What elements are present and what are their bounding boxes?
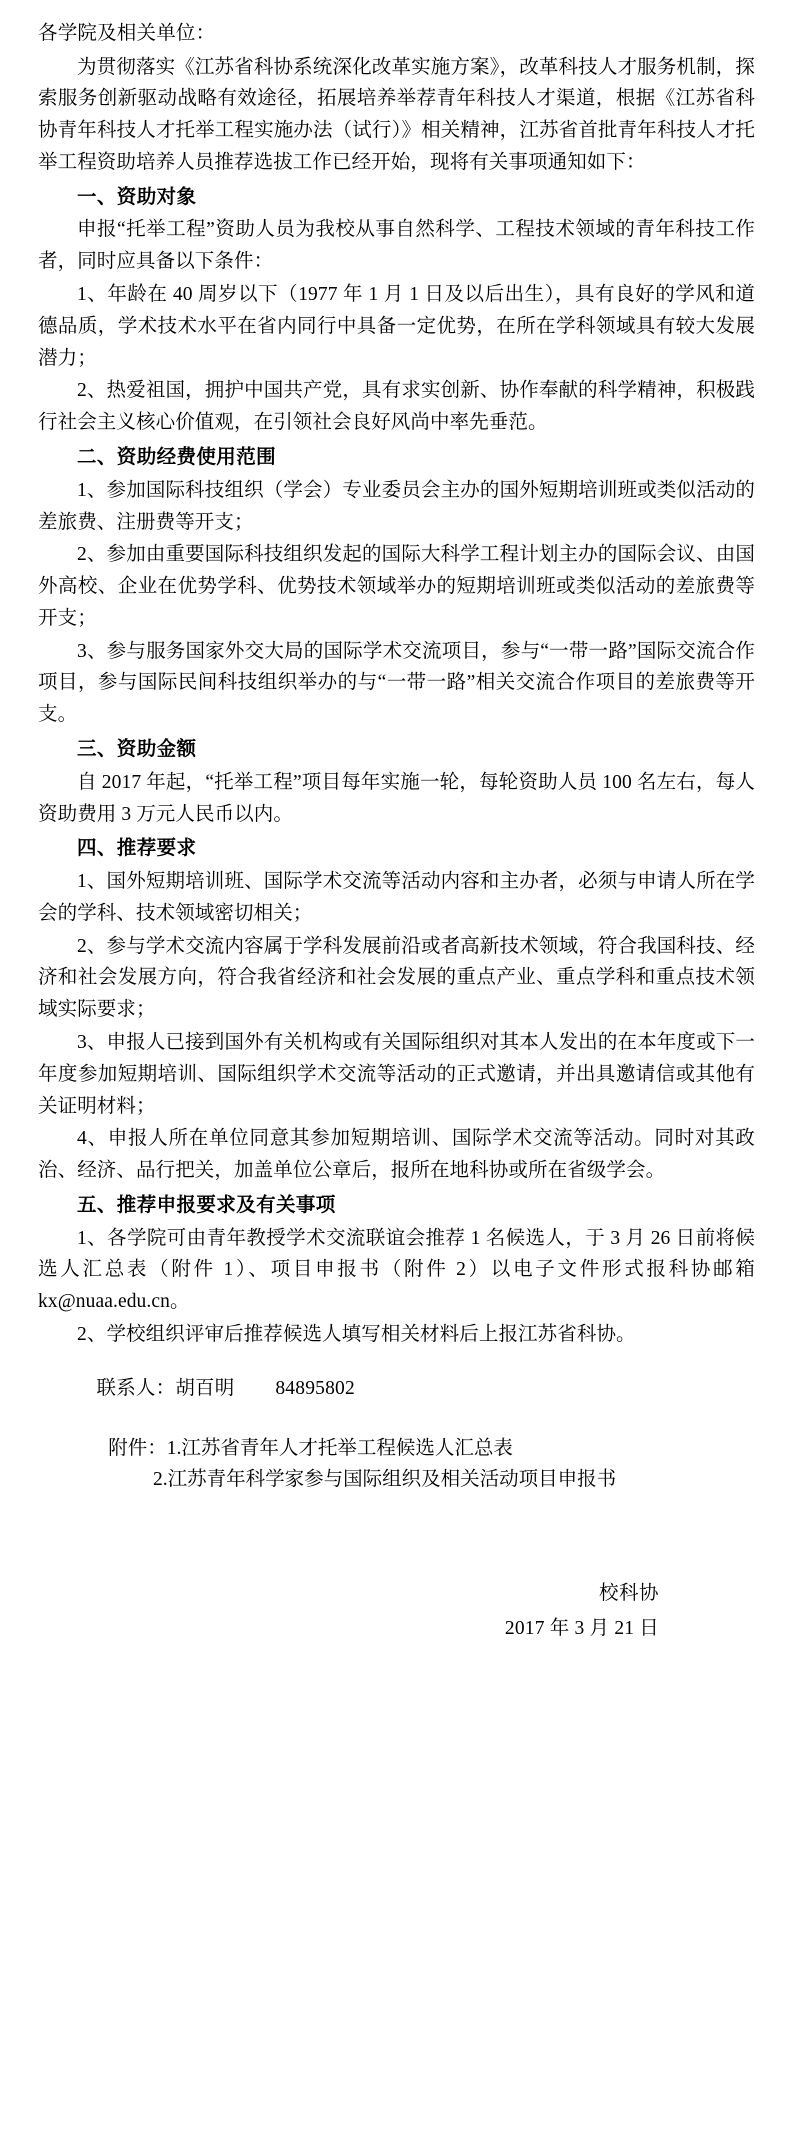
section-3-paragraph-1: 自 2017 年起，“托举工程”项目每年实施一轮，每轮资助人员 100 名左右，每人资助费用 3 万元人民币以内。 [38,771,755,825]
section-2-paragraph-3: 3、参与服务国家外交大局的国际学术交流项目，参与“一带一路”国际交流合作项目，参与国际民间科技组织举办的与“一带一路”相关交流合作项目的差旅费等开支。 [38,640,755,726]
contact-label: 联系人： [96,1377,176,1399]
section-1-paragraph-1: 申报“托举工程”资助人员为我校从事自然科学、工程技术领域的青年科技工作者，同时应具备以下条件： [38,219,755,273]
intro-paragraph: 为贯彻落实《江苏省科协系统深化改革实施方案》，改革科技人才服务机制，探索服务创新驱动战略有效途径，拓展培养举荐青年科技人才渠道，根据《江苏省科协青年科技人才托举工程实施办法（试行）》相关精神，江苏省首批青年科技人才托举工程资助培养人员推荐选拔工作已经开始，现将有关事项通知如下： [38,56,755,173]
attachments-block [38,1433,755,1496]
contact-name: 胡百明 [175,1377,235,1399]
section-heading-2: 二、资助经费使用范围 [77,446,277,468]
attachments-label: 附件： [108,1437,167,1459]
signature-block [38,1576,755,1646]
attachment-line-1 [38,1433,755,1465]
contact-phone: 84895802 [275,1377,355,1399]
section-5-paragraph-1: 1、各学院可由青年教授学术交流联谊会推荐 1 名候选人，于 3 月 26 日前将候选人汇总表（附件 1）、项目申报书（附件 2）以电子文件形式报科协邮箱 kx@nuaa.edu.cn。 [38,1227,755,1313]
section-1-paragraph-2: 1、年龄在 40 周岁以下（1977 年 1 月 1 日及以后出生），具有良好的学风和道德品质，学术技术水平在省内同行中具备一定优势，在所在学科领域具有较大发展潜力； [38,284,755,369]
section-4-paragraph-2: 2、参与学术交流内容属于学科发展前沿或者高新技术领域，符合我国科技、经济和社会发展方向，符合我省经济和社会发展的重点产业、重点学科和重点技术领域实际要求； [38,935,755,1021]
section-heading-5: 五、推荐申报要求及有关事项 [77,1194,336,1216]
section-2-paragraph-1: 1、参加国际科技组织（学会）专业委员会主办的国外短期培训班或类似活动的差旅费、注册费等开支； [38,479,755,533]
attachment-line-2 [38,1464,755,1496]
section-1-paragraph-3: 2、热爱祖国，拥护中国共产党，具有求实创新、协作奉献的科学精神，积极践行社会主义核心价值观，在引领社会良好风尚中率先垂范。 [38,380,755,434]
section-4-paragraph-4: 4、申报人所在单位同意其参加短期培训、国际学术交流等活动。同时对其政治、经济、品行把关，加盖单位公章后，报所在地科协或所在省级学会。 [38,1128,755,1182]
signature-date: 2017 年 3 月 21 日 [504,1617,659,1639]
section-4-paragraph-1: 1、国外短期培训班、国际学术交流等活动内容和主办者，必须与申请人所在学会的学科、技术领域密切相关； [38,871,755,924]
attachment-item-2: 2.江苏青年科学家参与国际组织及相关活动项目申报书 [153,1469,617,1491]
attachment-item-1: 1.江苏省青年人才托举工程候选人汇总表 [166,1437,513,1459]
section-heading-4: 四、推荐要求 [77,838,197,860]
section-5-paragraph-2: 2、学校组织评审后推荐候选人填写相关材料后上报江苏省科协。 [77,1324,636,1346]
signature-organization: 校科协 [598,1582,659,1604]
section-4-paragraph-3: 3、申报人已接到国外有关机构或有关国际组织对其本人发出的在本年度或下一年度参加短期培训、国际组织学术交流等活动的正式邀请，并出具邀请信或其他有关证明材料； [38,1032,755,1117]
salutation: 各学院及相关单位： [38,23,216,44]
section-heading-3: 三、资助金额 [77,738,197,760]
contact-line [38,1373,755,1405]
section-2-paragraph-2: 2、参加由重要国际科技组织发起的国际大科学工程计划主办的国际会议、由国外高校、企业在优势学科、优势技术领域举办的短期培训班或类似活动的差旅费等开支； [38,544,755,629]
section-heading-1: 一、资助对象 [77,186,197,208]
